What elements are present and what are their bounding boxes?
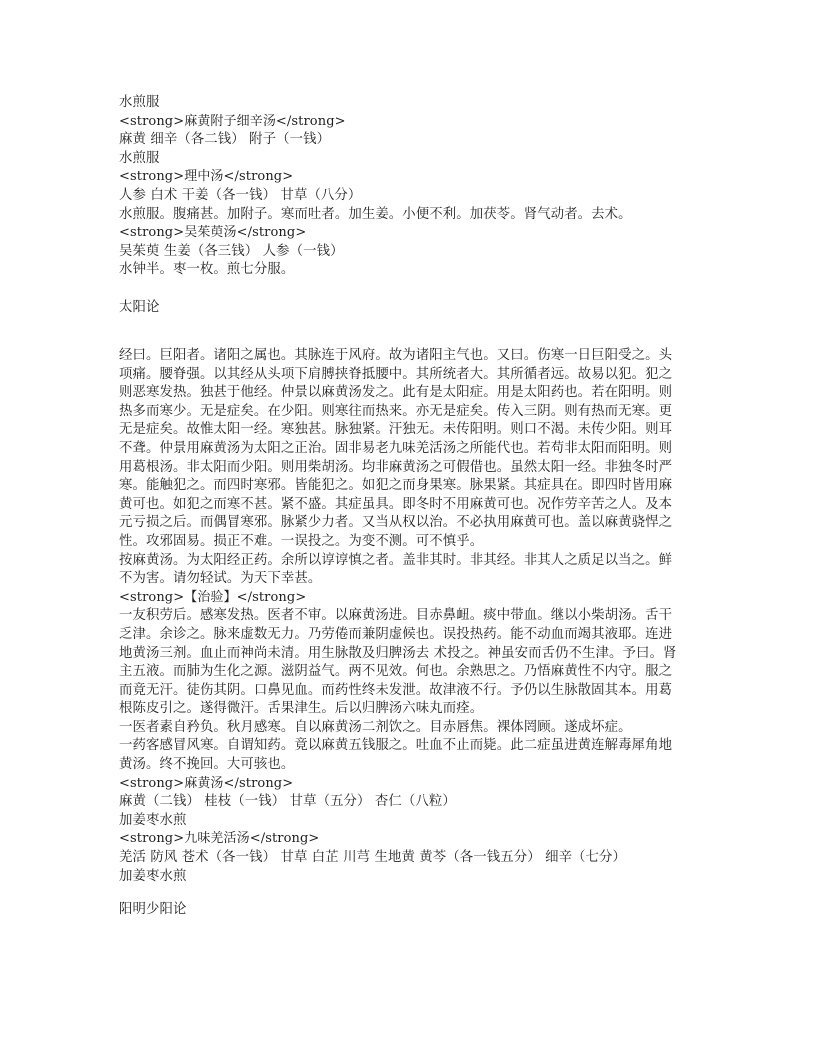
- text-line: 元亏损之后。而偶冒寒邪。脉紧少力者。又当从权以治。不必执用麻黄可也。盖以麻黄骁悍之: [119, 515, 673, 531]
- text-line: 水钟半。枣一枚。煎七分服。: [119, 262, 295, 278]
- text-line: 项痛。腰脊强。以其经从头项下肩膊挟脊抵腰中。其所统者大。其所循者远。故易以犯。犯之: [119, 366, 673, 382]
- text-line: 黄汤。终不挽回。大可骇也。: [119, 757, 295, 773]
- text-line: 地黄汤三剂。血止而神尚未清。用生脉散及归脾汤去 术投之。神虽安而舌仍不生津。予曰。肾: [119, 645, 677, 661]
- section-formulas-top: [119, 94, 719, 317]
- text-line: 而竟无汗。徒伤其阴。口鼻见血。而药性终未发泄。故津液不行。予仍以生脉散固其本。用葛: [119, 682, 673, 698]
- blank-line: [119, 280, 719, 299]
- section-yangming-shaoyang-heading: [119, 901, 719, 920]
- text-line: 则恶寒发热。独甚于他经。仲景以麻黄汤发之。此有是太阳症。用是太阳药也。若在阳明。则: [119, 385, 673, 401]
- formula-title-line: <strong>九味羌活汤</strong>: [119, 831, 320, 847]
- text-line: 吴茱萸 生姜（各三钱） 人参（一钱）: [119, 243, 344, 259]
- text-line: 乏津。余诊之。脉来虚数无力。乃劳倦而兼阴虚候也。误投热药。能不动血而竭其液耶。连进: [119, 626, 673, 642]
- text-line: 经曰。巨阳者。诸阳之属也。其脉连于风府。故为诸阳主气也。又曰。伤寒一日巨阳受之。头: [119, 348, 673, 363]
- text-line: 不聋。仲景用麻黄汤为太阳之正治。固非易老九味羌活汤之所能代也。若苟非太阳而阳明。则: [119, 440, 673, 456]
- text-line: 一医者素自矜负。秋月感寒。自以麻黄汤二剂饮之。目赤唇焦。裸体罔顾。遂成坏症。: [119, 719, 632, 735]
- section-taiyang-discussion: [119, 347, 719, 886]
- text-line: 水煎服: [119, 95, 160, 110]
- text-line: 根陈皮引之。遂得微汗。舌果津生。后以归脾汤六味丸而痊。: [119, 701, 484, 717]
- formula-title-line: <strong>麻黄附子细辛汤</strong>: [119, 113, 346, 129]
- text-line: 一药客感冒风寒。自谓知药。竟以麻黄五钱服之。吐血不止而毙。此二症虽进黄连解毒犀角地: [119, 738, 673, 754]
- text-line: 热多而寒少。无是症矣。在少阳。则寒往而热来。亦无是症矣。传入三阴。则有热而无寒。更: [119, 403, 673, 419]
- text-line: 寒。能触犯之。而四时寒邪。皆能犯之。如犯之而身果寒。脉果紧。其症具在。即四时皆用麻: [119, 478, 673, 494]
- text-line: 一友积劳后。感寒发热。医者不审。以麻黄汤进。目赤鼻衄。痰中带血。继以小柴胡汤。舌干: [119, 608, 673, 624]
- text-line: 太阳论: [119, 299, 160, 315]
- text-line: 羌活 防风 苍术（各一钱） 甘草 白芷 川芎 生地黄 黄芩（各一钱五分） 细辛（七分）: [119, 850, 627, 866]
- text-line: 性。攻邪固易。损正不难。一误投之。为变不测。可不慎乎。: [119, 533, 484, 549]
- text-line: 水煎服: [119, 150, 160, 166]
- text-line: 麻黄（二钱） 桂枝（一钱） 甘草（五分） 杏仁（八粒）: [119, 794, 456, 810]
- text-line: 主五液。而肺为生化之源。滋阴益气。两不见效。何也。余熟思之。乃悟麻黄性不内守。服之: [119, 664, 673, 680]
- formula-title-line: <strong>理中汤</strong>: [119, 169, 294, 185]
- text-line: 无是症矣。故惟太阳一经。寒独甚。脉独紧。汗独无。未传阳明。则口不渴。未传少阳。则耳: [119, 422, 673, 438]
- text-line: 麻黄 细辛（各二钱） 附子（一钱）: [119, 132, 331, 148]
- text-line: 水煎服。腹痛甚。加附子。寒而吐者。加生姜。小便不利。加茯苓。肾气动者。去术。: [119, 206, 632, 222]
- formula-title-line: <strong>吴茱萸汤</strong>: [119, 225, 307, 241]
- text-line: 加姜枣水煎: [119, 868, 187, 884]
- formula-title-line: <strong>【治验】</strong>: [119, 589, 307, 605]
- text-line: 用葛根汤。非太阳而少阳。则用柴胡汤。均非麻黄汤之可假借也。虽然太阳一经。非独冬时严: [119, 459, 673, 475]
- text-line: 人参 白术 干姜（各一钱） 甘草（八分）: [119, 187, 362, 203]
- text-line: 黄可也。如犯之而寒不甚。紧不盛。其症虽具。即冬时不用麻黄可也。况作劳辛苦之人。及本: [119, 496, 673, 512]
- text-line: 不为害。请勿轻试。为天下幸甚。: [119, 571, 322, 587]
- text-line: 按麻黄汤。为太阳经正药。余所以谆谆慎之者。盖非其时。非其经。非其人之质足以当之。鲜: [119, 552, 673, 568]
- text-line: 阳明少阳论: [119, 902, 187, 917]
- formula-title-line: <strong>麻黄汤</strong>: [119, 775, 294, 791]
- text-line: 加姜枣水煎: [119, 812, 187, 828]
